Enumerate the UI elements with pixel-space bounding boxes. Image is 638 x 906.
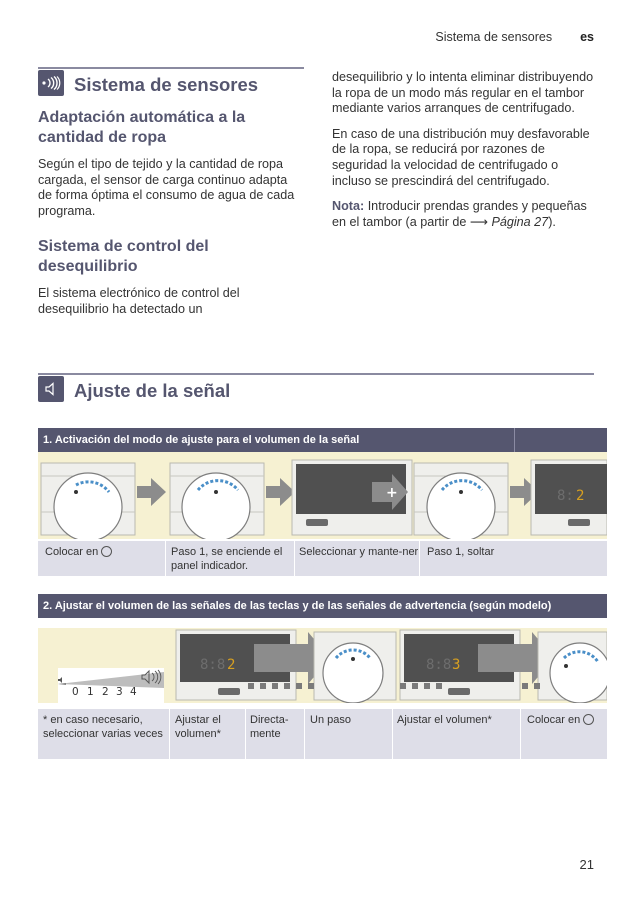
display-panel-1 [292,460,412,535]
display-panel-2 [531,460,607,535]
nota-text: Introducir prendas grandes y pequeñas en el tambor (a partir de [332,199,587,229]
panel1-title-bar [38,428,607,452]
scale-label-4: 4 [130,686,137,698]
knob-5 [538,632,607,703]
caption-ajustar-1: Ajustar el volumen* [175,714,221,740]
display-value-2: 2 [227,657,236,673]
arrow-right-icon [266,478,295,506]
panel1-captions [38,541,607,576]
nota-label: Nota: [332,199,365,214]
section-rule [38,67,304,69]
speaker-icon [38,376,64,402]
sensor-icon [38,70,64,96]
left-column [38,108,300,328]
section2-heading: Ajuste de la señal [74,380,231,401]
section2-rule [38,373,594,375]
panel1-bar-divider [514,428,515,452]
svg-text:8:8: 8:8 [200,657,226,673]
caption-directamente: Directa-mente [250,714,289,740]
arrow-right-icon [137,478,166,506]
caption-un-paso: Un paso [310,714,351,726]
panel1-illustration [38,452,607,539]
knob-2 [170,463,264,539]
panel2-title-bar [38,594,607,618]
running-header [435,30,594,44]
display-value-3: 3 [452,657,461,673]
caption-seleccionar: Seleccionar y mante-ner [299,546,419,558]
nota-arrow: ⟶ [469,214,488,229]
panel2-illustration [38,628,607,703]
right-column [332,70,600,240]
panel2-title: 2. Ajustar el volumen de las señales de las teclas y de las señales de advertencia (según modelo) [43,600,552,612]
knob-4 [314,632,396,703]
knob-3 [414,463,508,539]
scale-label-1: 1 [87,686,94,698]
panel2-captions [38,709,607,759]
para-distribucion: En caso de una distribución muy desfavorable de la ropa, se reducirá por razones de seguridad la velocidad de centrifugado o incluso se prescindirá del centrifugado. [332,126,590,188]
section-title-sensores [38,70,258,96]
scale-label-0: 0 [72,686,79,698]
caption-soltar: Paso 1, soltar [427,546,495,558]
para-adaptacion: Según el tipo de tejido y la cantidad de ropa cargada, el sensor de carga continuo adapta de forma óptima el consumo de agua de cada programa. [38,157,295,218]
caption-colocar-final: Colocar en [527,713,607,727]
caption-ajustar-2: Ajustar el volumen* [397,714,492,726]
off-position-icon [583,714,594,725]
header-section: Sistema de sensores [435,30,553,44]
nota-end: ). [548,214,556,229]
section-title-senal [38,376,230,402]
heading-desequilibrio: Sistema de control del desequilibrio [38,238,209,276]
para-desequilibrio-start: El sistema electrónico de control del desequilibrio ha detectado un [38,286,240,316]
nota-page-link[interactable]: Página 27 [491,214,549,229]
off-position-icon [101,546,112,557]
caption-colocar: Colocar en [45,545,165,559]
svg-text:+: + [386,485,398,501]
para-desequilibrio-cont: desequilibrio y lo intenta eliminar distribuyendo la ropa de un modo más regular en el tambor mediante varios arranques de centrifugado. [332,70,594,116]
page-number: 21 [579,857,594,872]
section-heading: Sistema de sensores [74,74,259,95]
heading-adaptacion: Adaptación automática a la cantidad de ropa [38,109,246,146]
header-lang: es [580,30,594,44]
scale-label-3: 3 [116,686,123,698]
nota [332,199,600,230]
caption-varias-veces: * en caso necesario, seleccionar varias veces [43,714,163,740]
svg-text:8:8: 8:8 [426,657,452,673]
panel1-title: 1. Activación del modo de ajuste para el volumen de la señal [43,434,360,446]
svg-text:8:: 8: [557,488,574,504]
scale-label-2: 2 [102,686,109,698]
display-value-1: 2 [576,488,585,504]
caption-paso1: Paso 1, se enciende el panel indicador. [171,546,283,572]
knob-1 [41,463,135,539]
